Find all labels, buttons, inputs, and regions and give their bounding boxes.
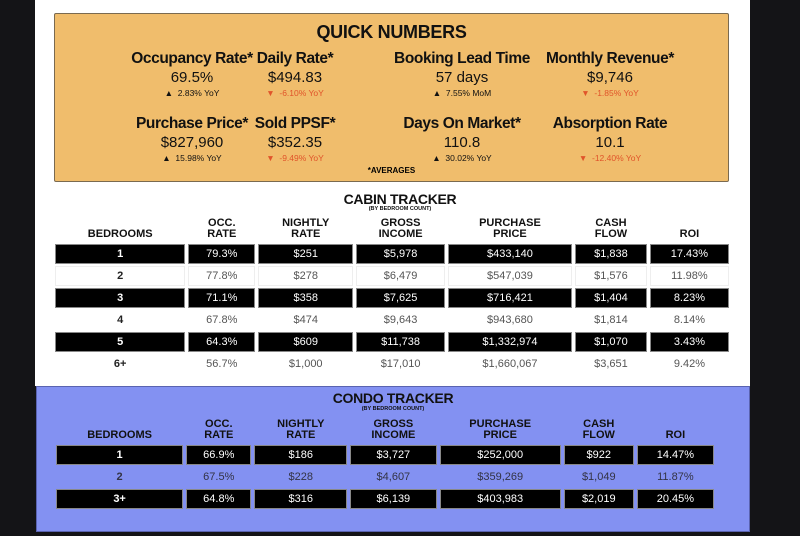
triangle-down-icon: ▼ — [581, 88, 590, 98]
bedroom-cell: 3+ — [56, 489, 183, 509]
quick-numbers-title: QUICK NUMBERS — [316, 22, 467, 42]
column-header: PURCHASE PRICE — [479, 217, 541, 240]
table-cell: $7,625 — [356, 288, 445, 308]
triangle-up-icon: ▲ — [432, 88, 442, 98]
stat-value: 57 days — [435, 69, 489, 86]
column-header: OCC. RATE — [207, 217, 237, 240]
stat-card — [230, 50, 360, 98]
condo-tracker-table — [53, 417, 717, 511]
table-cell: 67.8% — [206, 314, 238, 326]
table-cell: 17.43% — [650, 244, 729, 264]
stat-value: $352.35 — [267, 134, 323, 151]
table-cell: 64.8% — [186, 489, 251, 509]
table-cell: 66.9% — [186, 445, 251, 465]
table-row — [55, 354, 729, 374]
stat-label: Sold PPSF* — [254, 115, 336, 132]
stat-change — [377, 153, 547, 163]
stat-card — [377, 115, 547, 163]
stat-change-text: -6.10% YoY — [279, 88, 324, 98]
stat-card — [230, 115, 360, 163]
table-cell: 79.3% — [188, 244, 255, 264]
column-header: CASH FLOW — [594, 217, 628, 240]
stat-value: $494.83 — [267, 69, 323, 86]
table-cell: $252,000 — [440, 445, 561, 465]
cabin-tracker-table — [52, 216, 732, 376]
column-header: BEDROOMS — [87, 429, 152, 441]
bedroom-cell: 2 — [55, 266, 185, 286]
table-cell: $6,139 — [350, 489, 436, 509]
table-cell: 71.1% — [188, 288, 255, 308]
table-cell: $1,576 — [575, 266, 647, 286]
stat-label: Purchase Price* — [135, 115, 249, 132]
cabin-tracker-subtitle: (BY BEDROOM COUNT) — [368, 206, 432, 212]
table-cell: 56.7% — [206, 358, 238, 370]
column-header: PURCHASE PRICE — [469, 418, 532, 441]
column-header: CASH FLOW — [582, 418, 615, 441]
table-cell: $1,070 — [575, 332, 647, 352]
column-header: GROSS INCOME — [371, 418, 416, 441]
table-cell: $403,983 — [440, 489, 561, 509]
stat-label: Absorption Rate — [552, 115, 668, 132]
table-cell: $433,140 — [448, 244, 572, 264]
table-cell: $1,660,067 — [482, 358, 538, 370]
table-cell: 67.5% — [203, 471, 235, 483]
table-cell: $922 — [564, 445, 634, 465]
triangle-up-icon: ▲ — [164, 88, 174, 98]
stat-card — [525, 115, 695, 163]
table-cell: $278 — [258, 266, 353, 286]
bedroom-cell: 2 — [116, 471, 123, 483]
table-row — [56, 489, 714, 509]
table-cell: $1,000 — [288, 358, 323, 370]
quick-numbers-panel — [54, 13, 729, 182]
table-cell: $1,838 — [575, 244, 647, 264]
triangle-down-icon: ▼ — [266, 153, 275, 163]
stat-change-text: 7.55% MoM — [445, 88, 492, 98]
stat-value: $9,746 — [587, 69, 633, 86]
bedroom-cell: 4 — [117, 314, 124, 326]
column-header: BEDROOMS — [87, 228, 153, 240]
table-cell: $2,019 — [564, 489, 634, 509]
column-header: ROI — [665, 429, 686, 441]
table-cell: 64.3% — [188, 332, 255, 352]
table-cell: 8.14% — [673, 314, 706, 326]
table-cell: 14.47% — [637, 445, 714, 465]
bedroom-cell: 6+ — [113, 358, 127, 370]
table-cell: $547,039 — [448, 266, 572, 286]
bedroom-cell: 1 — [55, 244, 185, 264]
bedroom-cell: 5 — [55, 332, 185, 352]
stat-change — [525, 88, 695, 98]
table-cell: $186 — [254, 445, 347, 465]
table-row — [55, 244, 729, 264]
table-cell: 9.42% — [673, 358, 706, 370]
stat-value: 10.1 — [595, 134, 625, 151]
stat-change — [377, 88, 547, 98]
table-cell: $474 — [293, 314, 318, 326]
stat-change-text: -1.85% YoY — [594, 88, 639, 98]
table-cell: $359,269 — [477, 471, 524, 483]
column-header: ROI — [679, 228, 700, 240]
stat-card — [377, 50, 547, 98]
table-cell: 11.98% — [650, 266, 729, 286]
table-cell: $3,727 — [350, 445, 436, 465]
bedroom-cell: 3 — [55, 288, 185, 308]
condo-tracker-subtitle: (BY BEDROOM COUNT) — [361, 406, 425, 412]
table-header-row — [55, 218, 729, 242]
table-cell: $5,978 — [356, 244, 445, 264]
table-cell: $358 — [258, 288, 353, 308]
column-header: OCC. RATE — [204, 418, 234, 441]
stat-change-text: 30.02% YoY — [445, 153, 492, 163]
table-cell: 20.45% — [637, 489, 714, 509]
table-cell: 3.43% — [650, 332, 729, 352]
triangle-up-icon: ▲ — [162, 153, 171, 163]
stat-card — [525, 50, 695, 98]
triangle-down-icon: ▼ — [266, 88, 275, 98]
table-cell: 77.8% — [188, 266, 255, 286]
table-cell: $3,651 — [594, 358, 628, 370]
table-row — [55, 310, 729, 330]
stat-change-text: 2.83% YoY — [177, 88, 220, 98]
table-row — [56, 467, 714, 487]
table-cell: $228 — [288, 471, 314, 483]
cabin-tracker-title: CABIN TRACKER — [343, 191, 457, 207]
column-header: NIGHTLY RATE — [282, 217, 330, 240]
stat-label: Daily Rate* — [256, 50, 334, 67]
stat-label: Days On Market* — [403, 115, 521, 132]
bedroom-cell: 1 — [56, 445, 183, 465]
stat-change — [230, 88, 360, 98]
stat-change-text: 15.98% YoY — [175, 153, 222, 163]
table-cell: $1,814 — [594, 314, 628, 326]
triangle-down-icon: ▼ — [578, 153, 588, 163]
table-cell: $943,680 — [487, 314, 533, 326]
column-header: GROSS INCOME — [378, 217, 423, 240]
condo-tracker-panel — [36, 386, 750, 532]
table-cell: $609 — [258, 332, 353, 352]
table-cell: 11.87% — [657, 471, 694, 483]
stat-change-text: -12.40% YoY — [592, 153, 642, 163]
table-cell: $17,010 — [380, 358, 421, 370]
triangle-up-icon: ▲ — [432, 153, 441, 163]
stat-value: $827,960 — [160, 134, 224, 151]
table-cell: $316 — [254, 489, 347, 509]
condo-tracker-title: CONDO TRACKER — [332, 390, 454, 406]
table-row — [56, 445, 714, 465]
stat-value: 69.5% — [170, 69, 214, 86]
table-row — [55, 288, 729, 308]
table-cell: $251 — [258, 244, 353, 264]
stat-value: 110.8 — [443, 134, 481, 151]
table-cell: $6,479 — [356, 266, 445, 286]
averages-footnote: *AVERAGES — [367, 166, 416, 175]
stat-change-text: -9.49% YoY — [279, 153, 324, 163]
stat-label: Monthly Revenue* — [546, 50, 674, 67]
table-cell: $9,643 — [383, 314, 418, 326]
stat-label: Occupancy Rate* — [131, 50, 253, 67]
table-header-row — [56, 419, 714, 443]
stat-change — [230, 153, 360, 163]
table-row — [55, 266, 729, 286]
table-cell: $1,049 — [581, 471, 616, 483]
table-cell: $1,404 — [575, 288, 647, 308]
table-cell: 8.23% — [650, 288, 729, 308]
stat-change — [525, 153, 695, 163]
stat-label: Booking Lead Time — [394, 50, 530, 67]
table-cell: $11,738 — [356, 332, 445, 352]
column-header: NIGHTLY RATE — [277, 418, 325, 441]
table-cell: $1,332,974 — [448, 332, 572, 352]
table-cell: $4,607 — [376, 471, 411, 483]
table-cell: $716,421 — [448, 288, 572, 308]
table-row — [55, 332, 729, 352]
